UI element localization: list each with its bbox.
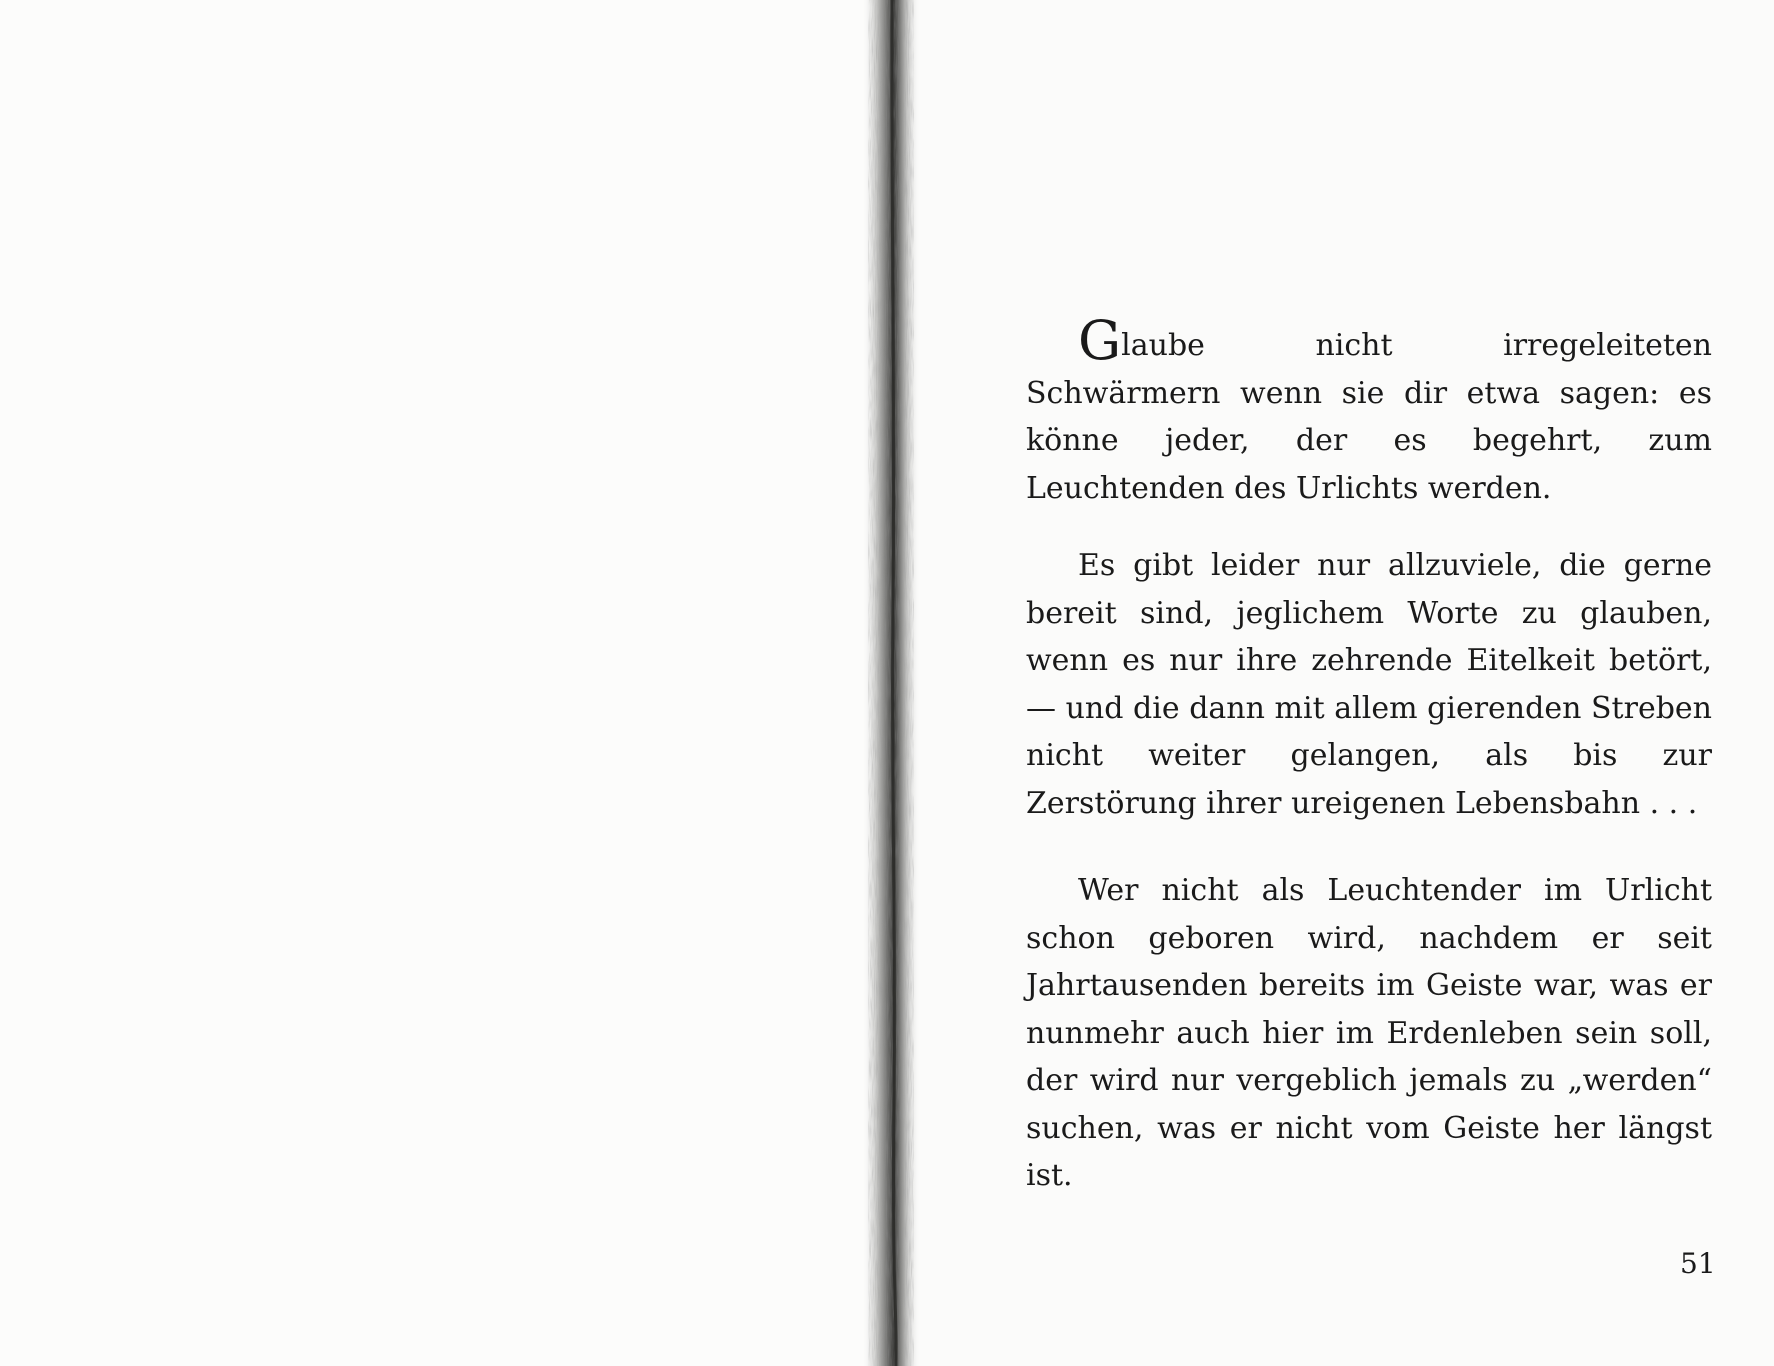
left-page-blank [0, 0, 868, 1366]
paragraph-2-text: Es gibt leider nur allzuviele, die gerne bereit sind, jeglichem Worte zu glauben, wenn es nur ihre zehrende Eitelkeit betört, — und die dann mit allem gierenden Streben nicht weiter gelangen, als bis zur Zerstörung ihrer ureigenen Lebensbahn . . . [1026, 548, 1712, 821]
body-text [1026, 309, 1712, 1200]
paragraph-2 [1026, 542, 1712, 827]
page-number: 51 [1680, 1247, 1716, 1280]
right-page [920, 0, 1774, 1366]
paragraph-1 [1026, 309, 1712, 512]
paragraph-3 [1026, 867, 1712, 1200]
initial-letter: G [1078, 309, 1122, 372]
book-gutter [862, 0, 920, 1366]
paragraph-3-text: Wer nicht als Leuchtender im Urlicht schon geboren wird, nachdem er seit Jahrtausenden bereits im Geiste war, was er nunmehr auch hier im Erdenleben sein soll, der wird nur vergeblich jemals zu „werden“ suchen, was er nicht vom Geiste her längst ist. [1026, 873, 1712, 1193]
gutter-shadow [862, 0, 920, 1366]
paragraph-1-text: laube nicht irregeleiteten Schwärmern wenn sie dir etwa sagen: es könne jeder, der es begehrt, zum Leuchtenden des Urlichts werden. [1026, 328, 1712, 506]
